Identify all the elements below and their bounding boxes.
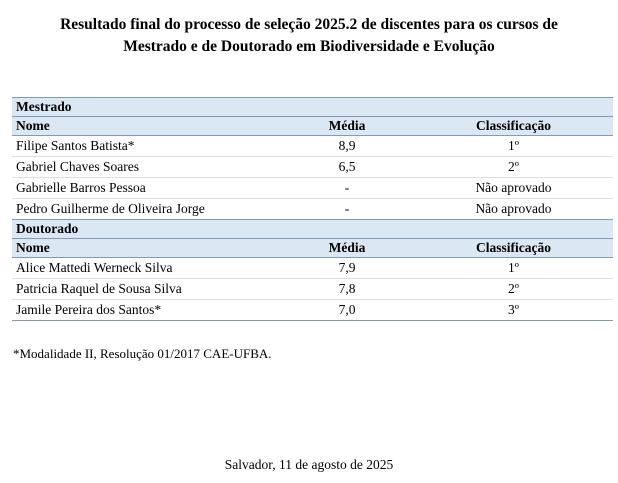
cell-media: - (280, 199, 414, 220)
column-header-row (12, 239, 613, 258)
section-doutorado (12, 220, 613, 239)
table-row (12, 157, 613, 178)
table-row (12, 199, 613, 220)
table-row (12, 136, 613, 157)
table-row (12, 279, 613, 300)
cell-classificacao: 2º (414, 157, 613, 178)
header-media: Média (280, 117, 414, 136)
section-mestrado (12, 98, 613, 117)
title-line-1: Resultado final do processo de seleção 2025.2 de discentes para os cursos de (60, 16, 558, 33)
cell-media: 7,9 (280, 258, 414, 279)
table-row (12, 178, 613, 199)
header-classificacao: Classificação (414, 117, 613, 136)
cell-media: - (280, 178, 414, 199)
cell-classificacao: Não aprovado (414, 178, 613, 199)
cell-name: Gabriel Chaves Soares (12, 157, 280, 178)
results-table (12, 97, 613, 321)
cell-name: Jamile Pereira dos Santos* (12, 300, 280, 321)
cell-name: Filipe Santos Batista* (12, 136, 280, 157)
cell-media: 7,8 (280, 279, 414, 300)
section-label: Doutorado (12, 220, 613, 239)
title-line-2: Mestrado e de Doutorado em Biodiversidade e Evolução (123, 38, 495, 55)
cell-name: Alice Mattedi Werneck Silva (12, 258, 280, 279)
table-row (12, 258, 613, 279)
cell-classificacao: 3º (414, 300, 613, 321)
cell-classificacao: 2º (414, 279, 613, 300)
header-nome: Nome (12, 239, 280, 258)
cell-classificacao: 1º (414, 258, 613, 279)
table-row (12, 300, 613, 321)
place-date: Salvador, 11 de agosto de 2025 (224, 457, 394, 472)
footnote: *Modalidade II, Resolução 01/2017 CAE-UFBA. (13, 346, 272, 361)
cell-media: 8,9 (280, 136, 414, 157)
cell-classificacao: 1º (414, 136, 613, 157)
cell-name: Gabrielle Barros Pessoa (12, 178, 280, 199)
header-nome: Nome (12, 117, 280, 136)
cell-name: Pedro Guilherme de Oliveira Jorge (12, 199, 280, 220)
cell-name: Patricia Raquel de Sousa Silva (12, 279, 280, 300)
section-label: Mestrado (12, 98, 613, 117)
header-media: Média (280, 239, 414, 258)
header-classificacao: Classificação (414, 239, 613, 258)
cell-media: 7,0 (280, 300, 414, 321)
column-header-row (12, 117, 613, 136)
cell-media: 6,5 (280, 157, 414, 178)
cell-classificacao: Não aprovado (414, 199, 613, 220)
document-title (0, 14, 618, 58)
